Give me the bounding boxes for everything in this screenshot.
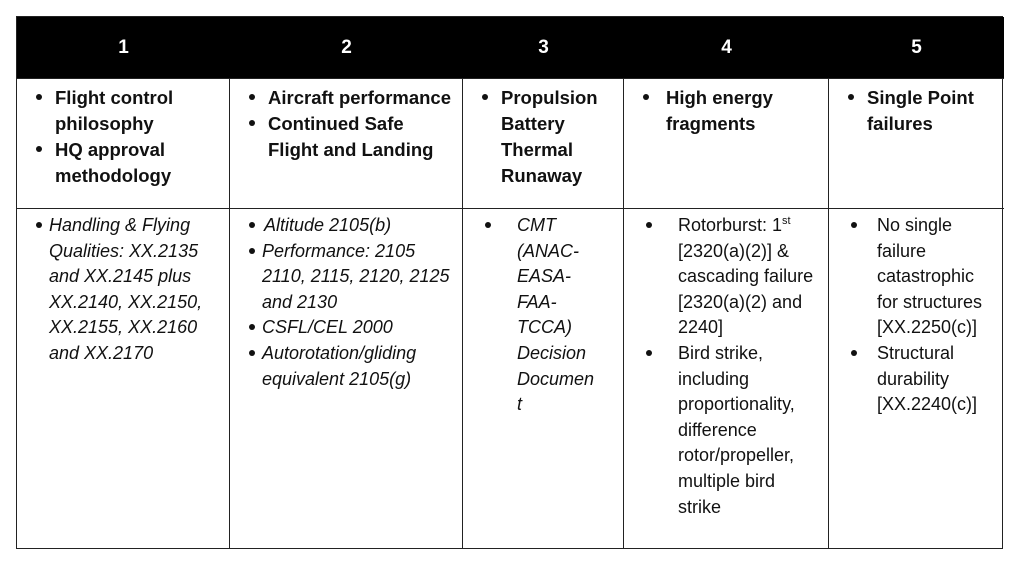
topics-cell-4 bbox=[624, 79, 829, 209]
topic-item: High energy fragments bbox=[636, 85, 820, 137]
detail-superscript: st bbox=[782, 215, 791, 227]
column-number: 3 bbox=[538, 36, 549, 58]
certification-topics-table bbox=[16, 16, 1003, 549]
topic-item: Propulsion Battery Thermal Runaway bbox=[475, 85, 615, 189]
topics-cell-3 bbox=[463, 79, 624, 209]
topic-item: Aircraft performance bbox=[242, 85, 454, 111]
column-header-3 bbox=[463, 17, 624, 79]
details-list bbox=[841, 213, 998, 418]
topics-cell-1 bbox=[17, 79, 230, 209]
column-number: 2 bbox=[341, 36, 352, 58]
detail-item: No single failure catastrophic for structures [XX.2250(c)] bbox=[841, 213, 998, 341]
details-cell-3 bbox=[463, 209, 624, 548]
detail-item: Bird strike, including proportionality, difference rotor/propeller, multiple bird strike bbox=[636, 341, 822, 520]
topics-list bbox=[475, 85, 615, 189]
column-header-5 bbox=[829, 17, 1004, 79]
topics-list bbox=[29, 85, 221, 189]
topics-list bbox=[636, 85, 820, 137]
topic-item: Flight control philosophy bbox=[29, 85, 221, 137]
column-header-1 bbox=[17, 17, 230, 79]
topics-cell-5 bbox=[829, 79, 1004, 209]
column-number: 4 bbox=[721, 36, 732, 58]
detail-item: Structural durability [XX.2240(c)] bbox=[841, 341, 998, 418]
detail-text: [2320(a)(2)] & cascading failure [2320(a)(2) and 2240] bbox=[678, 240, 814, 338]
detail-item: Performance: 2105 2110, 2115, 2120, 2125 and 2130 bbox=[242, 239, 456, 316]
topics-list bbox=[242, 85, 454, 163]
column-header-4 bbox=[624, 17, 829, 79]
detail-item: Autorotation/gliding equivalent 2105(g) bbox=[242, 341, 456, 392]
details-cell-5 bbox=[829, 209, 1004, 548]
column-number: 1 bbox=[118, 36, 129, 58]
detail-item: Handling & Flying Qualities: XX.2135 and XX.2145 plus XX.2140, XX.2150, XX.2155, XX.2160 and XX.2170 bbox=[29, 213, 217, 367]
details-cell-1 bbox=[17, 209, 230, 548]
details-list bbox=[475, 213, 617, 418]
details-cell-4 bbox=[624, 209, 829, 548]
details-list bbox=[242, 213, 456, 392]
detail-item: Altitude 2105(b) bbox=[242, 213, 456, 239]
detail-item: CSFL/CEL 2000 bbox=[242, 315, 456, 341]
topic-item: HQ approval methodology bbox=[29, 137, 221, 189]
detail-item bbox=[636, 213, 822, 341]
details-cell-2 bbox=[230, 209, 463, 548]
column-number: 5 bbox=[911, 36, 922, 58]
detail-text: Rotorburst: 1 bbox=[678, 215, 783, 235]
details-list bbox=[29, 213, 223, 367]
topics-list bbox=[841, 85, 996, 137]
column-header-2 bbox=[230, 17, 463, 79]
detail-item: CMT (ANAC-EASA-FAA-TCCA) Decision Document bbox=[475, 213, 597, 418]
topics-cell-2 bbox=[230, 79, 463, 209]
details-list bbox=[636, 213, 822, 520]
topic-item: Continued Safe Flight and Landing bbox=[242, 111, 454, 163]
topic-item: Single Point failures bbox=[841, 85, 996, 137]
